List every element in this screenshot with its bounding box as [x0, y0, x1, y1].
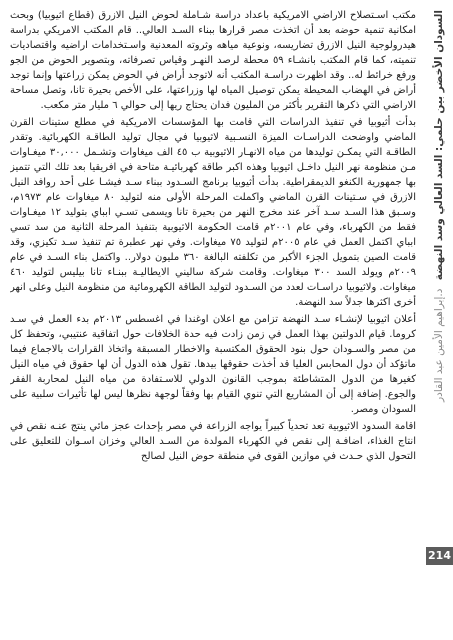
paragraph: مكتب اسـتصلاح الاراضي الامريكية باعداد دراسة شـاملة لحوض النيل الازرق (قطاع اثيوبيا) وبحث امكانية تنمية حوضه بعد أن اتخذت مصر قرارها ببناء السـد العالي.. قام المكتب الامريكي بدراسة هيدرولوجية النيل الازرق تضاريسه، ونوعية مياهه وثروته المعدنية واسـتخدامات اراضيه واقتصاديات تنميته، كما قام المكتب بانشـاء ٥٩ محطة لرصد النهـر وقياس تصرفاته، وبتصوير الحوض من الجو ورفع خرائط له.. وقد اظهرت دراسـة المكتب أنه لاتوجد أراض في الحوض يمكن زراعتها وإنما توجد أراض في الهضاب المحيطة يمكن توصيل المياه لها وزراعتها، على الأخص بحيرة تانا، وتصل مساحة الاراضي التي ذكرها التقرير بأكثر من المليون فدان يحتاج ريها إلى حوالي ٦ مليار متر مكعب. — [10, 10, 416, 111]
page-number: 214 — [426, 547, 453, 565]
running-title: السودان الأخضر بين حلمي: السد العالي وسد النهضة — [433, 10, 445, 281]
body-text — [10, 8, 416, 633]
paragraph: بدأت أثيوبيا في تنفيذ الدراسات التي قامت بها المؤسسات الامريكية في مطلع ستينات القرن الماضي واوضحت الدراسـات الميزة النسـبية لاثيوبيا في مجال توليد الطاقـة الكهربائية. وتقدر الطاقـة التي يمكـن توليدها من مياه الانهـار الاثيوبية ب ٤٥ الف ميغاوات وتشـمل ٣٠,٠٠٠ ميغـاوات مـن منظومة نهر النيل داخـل اثيوبيا وهذه اكبر طاقة كهربائيـة متاحة في افريقيا بعد تلك التي تتميز بها جمهورية الكنغو الديمقراطية. بدأت أثيوبيا برنامج السـدود ببناء سـد فيشـا على أحد روافد النيل الازرق في سـتينات القرن الماضي واكملت المرحلة الأولى منه لتوليد ٨٠ ميغاوات عام ١٩٧٣م، وسـبق هذا السـد سـد آخر عند مخرج النهر من بحيرة تانا ويسمى تسـي ابباي بتوليد ١٢ ميغـاوات فقط من الكهرباء، وفي عام ٢٠٠١م قامت الحكومة الاثيوبية بتنفيذ المرحلة الثانية من سد تسي ابباي اكتمل العمل في عام ٢٠٠٥م لتوليد ٧٥ ميغاوات. وفي نهر عطبرة تم تنفيذ سـد تكيزي، وقد قامت الصين بتمويل الجزء الأكبر من تكلفته البالغة ٣٦٠ مليون دولار.. واكتمل بناء السـد في عام ٢٠٠٩م ويولد السد ٣٠٠ ميغاوات. وقامت شركة ساليني الايطاليـة ببنـاء تانا بيليس لتوليد ٤٦٠ ميغاوات. ولاثيوبيا دراسـات لعدد من السـدود لتوليد الطاقة الكهرومائية من منظومة النيل وعلى انهر أخرى اكثرها جدلاً سد النهضة. — [10, 117, 416, 308]
paragraph: اقامة السدود الاثيوبية تعد تحدياً كبيراً يواجه الزراعة في مصر بإحداث عجز مائي ينتج عنـه نقص في انتاج الغذاء، اضافـة إلى نقص في الكهرباء المولدة من السـد العالي وخزان اسـوان للتعليق على التحول الذي حـدث في موازين القوى في منطقة حوض النيل لصالح — [10, 421, 416, 462]
running-header — [425, 0, 453, 640]
running-header-band — [425, 0, 453, 640]
running-author: د.إبراهيم الأمين عبد القادر — [433, 288, 445, 402]
paragraph: أعلان اثيوبيا لإنشـاء سـد النهضة تزامن مع اعلان اوغندا في اغسطس ٢٠١٣م بدء العمل في سـد كروما. قيام الدولتين بهذا العمل في زمن زادت فيه حدة الخلافات حول اتفاقية عنتيبي، وتحفظ كل من مصر والسـودان حول بنود الحقوق المكتسبة والاخطار المسبقة واتخاذ القرارات بالاجماع فيما ماتؤكد أن دول المحابس العليا قد أخذت حقوقها بيدها. تقول هذه الدول أن لها حقوق في مياه النيل كغيرها من الدول المتشاطئة بموجب القانون الدولي للاسـتفادة من مياه النيل لمحاربة الفقر والجوع. إضافة إلى أن المشاريع التي تنوي القيام بها وفقاً لوجهة نظرها ليس لها تأثيرات سلبية على السودان ومصر. — [10, 314, 416, 415]
